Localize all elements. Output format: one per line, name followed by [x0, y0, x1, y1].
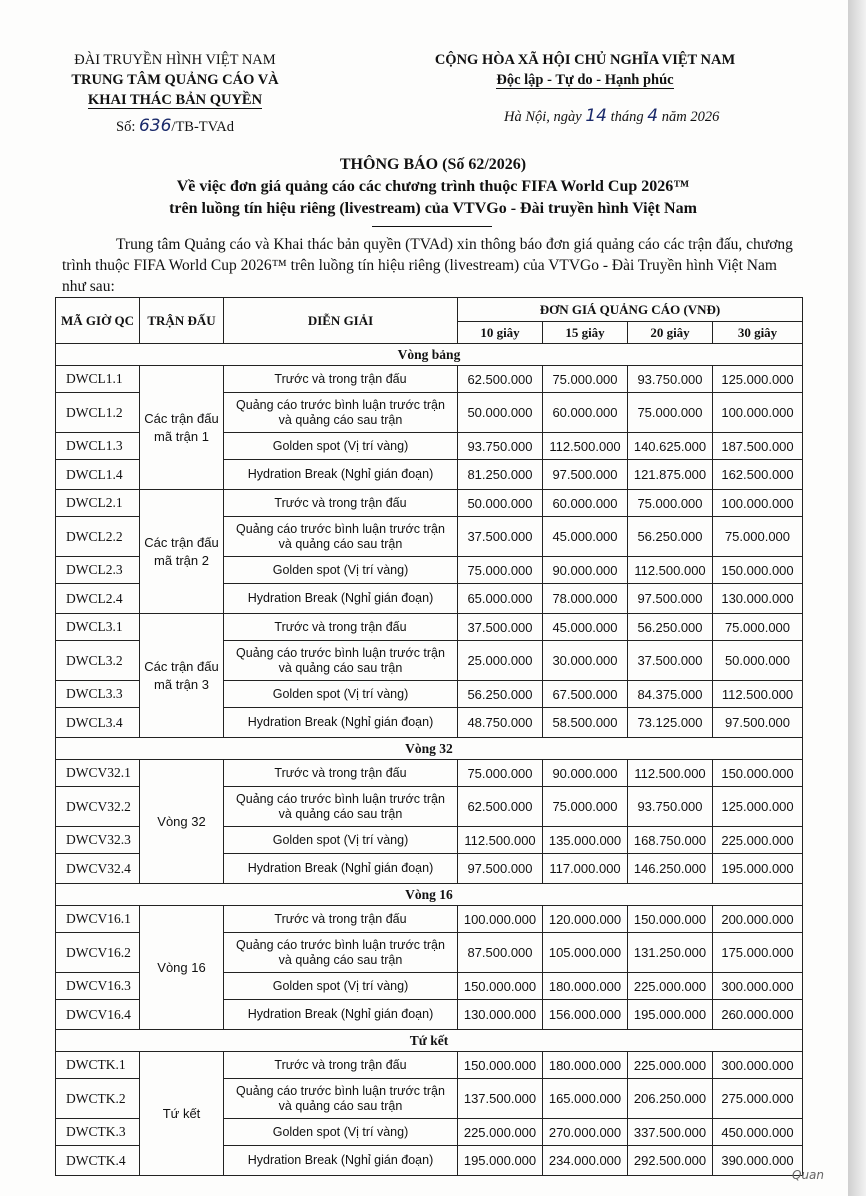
ad-code-cell: DWCV16.1 [56, 906, 140, 933]
table-row [56, 906, 803, 933]
ad-code-cell: DWCV16.2 [56, 933, 140, 973]
price-cell: 56.250.000 [628, 517, 713, 557]
price-cell: 450.000.000 [713, 1119, 803, 1146]
price-cell: 65.000.000 [458, 584, 543, 614]
ad-code-cell: DWCL2.3 [56, 557, 140, 584]
table-row [56, 1052, 803, 1079]
table-row [56, 760, 803, 787]
price-cell: 121.875.000 [628, 460, 713, 490]
price-cell: 112.500.000 [458, 827, 543, 854]
price-cell: 112.500.000 [628, 557, 713, 584]
ad-code-cell: DWCV16.4 [56, 1000, 140, 1030]
round-header: Tứ kết [56, 1030, 803, 1052]
issuer-org-line2: KHAI THÁC BẢN QUYỀN [87, 92, 263, 108]
description-cell: Trước và trong trận đấu [224, 490, 458, 517]
price-cell: 84.375.000 [628, 681, 713, 708]
price-cell: 56.250.000 [628, 614, 713, 641]
header-unit-price: ĐƠN GIÁ QUẢNG CÁO (VNĐ) [458, 298, 803, 322]
price-cell: 75.000.000 [543, 787, 628, 827]
price-cell: 60.000.000 [543, 393, 628, 433]
price-cell: 60.000.000 [543, 490, 628, 517]
price-cell: 140.625.000 [628, 433, 713, 460]
match-cell: Tứ kết [140, 1052, 224, 1176]
price-cell: 100.000.000 [458, 906, 543, 933]
price-cell: 58.500.000 [543, 708, 628, 738]
price-cell: 150.000.000 [458, 1052, 543, 1079]
match-cell: Các trận đấu mã trận 1 [140, 366, 224, 490]
description-cell: Hydration Break (Nghỉ gián đoạn) [224, 460, 458, 490]
description-cell: Trước và trong trận đấu [224, 614, 458, 641]
price-cell: 25.000.000 [458, 641, 543, 681]
price-cell: 135.000.000 [543, 827, 628, 854]
ad-code-cell: DWCV32.1 [56, 760, 140, 787]
issuer-org-line1: TRUNG TÂM QUẢNG CÁO VÀ [71, 72, 279, 88]
price-cell: 195.000.000 [458, 1146, 543, 1176]
price-cell: 300.000.000 [713, 1052, 803, 1079]
description-cell: Trước và trong trận đấu [224, 1052, 458, 1079]
price-cell: 187.500.000 [713, 433, 803, 460]
price-cell: 93.750.000 [628, 787, 713, 827]
header-duration: 15 giây [543, 322, 628, 344]
price-cell: 37.500.000 [458, 614, 543, 641]
description-cell: Golden spot (Vị trí vàng) [224, 557, 458, 584]
ad-code-cell: DWCV16.3 [56, 973, 140, 1000]
ad-code-cell: DWCTK.4 [56, 1146, 140, 1176]
price-cell: 120.000.000 [543, 906, 628, 933]
ad-code-cell: DWCL2.2 [56, 517, 140, 557]
price-cell: 50.000.000 [458, 490, 543, 517]
header-ad-code: MÃ GIỜ QC [56, 298, 140, 344]
price-cell: 337.500.000 [628, 1119, 713, 1146]
price-cell: 73.125.000 [628, 708, 713, 738]
description-cell: Quảng cáo trước bình luận trước trận và quảng cáo sau trận [224, 933, 458, 973]
page-edge-shadow [848, 0, 866, 1196]
price-cell: 168.750.000 [628, 827, 713, 854]
match-cell: Vòng 16 [140, 906, 224, 1030]
price-cell: 100.000.000 [713, 490, 803, 517]
header-description: DIỄN GIẢI [224, 298, 458, 344]
header-duration: 30 giây [713, 322, 803, 344]
price-table [55, 297, 803, 1176]
title-divider [372, 226, 492, 227]
price-cell: 150.000.000 [628, 906, 713, 933]
issuer-block [40, 50, 310, 137]
ad-code-cell: DWCTK.1 [56, 1052, 140, 1079]
description-cell: Quảng cáo trước bình luận trước trận và quảng cáo sau trận [224, 1079, 458, 1119]
match-cell: Các trận đấu mã trận 2 [140, 490, 224, 614]
price-cell: 125.000.000 [713, 787, 803, 827]
round-header: Vòng bảng [56, 344, 803, 366]
price-cell: 390.000.000 [713, 1146, 803, 1176]
ad-code-cell: DWCL2.4 [56, 584, 140, 614]
price-cell: 180.000.000 [543, 973, 628, 1000]
price-cell: 234.000.000 [543, 1146, 628, 1176]
description-cell: Golden spot (Vị trí vàng) [224, 827, 458, 854]
description-cell: Golden spot (Vị trí vàng) [224, 681, 458, 708]
description-cell: Trước và trong trận đấu [224, 760, 458, 787]
national-motto-block [420, 50, 750, 127]
price-cell: 146.250.000 [628, 854, 713, 884]
price-cell: 225.000.000 [628, 973, 713, 1000]
price-cell: 275.000.000 [713, 1079, 803, 1119]
price-cell: 90.000.000 [543, 760, 628, 787]
price-cell: 30.000.000 [543, 641, 628, 681]
national-motto: Độc lập - Tự do - Hạnh phúc [496, 72, 674, 88]
price-cell: 75.000.000 [458, 557, 543, 584]
table-row [56, 490, 803, 517]
price-cell: 195.000.000 [628, 1000, 713, 1030]
price-cell: 125.000.000 [713, 366, 803, 393]
table-row [56, 614, 803, 641]
description-cell: Trước và trong trận đấu [224, 366, 458, 393]
price-cell: 130.000.000 [458, 1000, 543, 1030]
round-header: Vòng 16 [56, 884, 803, 906]
description-cell: Hydration Break (Nghỉ gián đoạn) [224, 1146, 458, 1176]
ad-code-cell: DWCV32.4 [56, 854, 140, 884]
price-cell: 150.000.000 [713, 557, 803, 584]
price-cell: 225.000.000 [713, 827, 803, 854]
round-header: Vòng 32 [56, 738, 803, 760]
description-cell: Hydration Break (Nghỉ gián đoạn) [224, 1000, 458, 1030]
ad-code-cell: DWCV32.2 [56, 787, 140, 827]
description-cell: Quảng cáo trước bình luận trước trận và quảng cáo sau trận [224, 787, 458, 827]
price-cell: 93.750.000 [458, 433, 543, 460]
price-cell: 200.000.000 [713, 906, 803, 933]
ad-code-cell: DWCL3.3 [56, 681, 140, 708]
price-cell: 75.000.000 [458, 760, 543, 787]
price-cell: 75.000.000 [543, 366, 628, 393]
ad-code-cell: DWCTK.2 [56, 1079, 140, 1119]
price-cell: 150.000.000 [713, 760, 803, 787]
price-cell: 75.000.000 [713, 517, 803, 557]
price-cell: 37.500.000 [628, 641, 713, 681]
description-cell: Hydration Break (Nghỉ gián đoạn) [224, 708, 458, 738]
price-cell: 93.750.000 [628, 366, 713, 393]
price-cell: 50.000.000 [458, 393, 543, 433]
description-cell: Quảng cáo trước bình luận trước trận và quảng cáo sau trận [224, 393, 458, 433]
match-cell: Vòng 32 [140, 760, 224, 884]
national-title: CỘNG HÒA XÃ HỘI CHỦ NGHĨA VIỆT NAM [434, 52, 736, 68]
notice-title [100, 154, 766, 220]
description-cell: Hydration Break (Nghỉ gián đoạn) [224, 584, 458, 614]
price-cell: 105.000.000 [543, 933, 628, 973]
price-cell: 112.500.000 [628, 760, 713, 787]
description-cell: Quảng cáo trước bình luận trước trận và quảng cáo sau trận [224, 641, 458, 681]
price-cell: 225.000.000 [628, 1052, 713, 1079]
intro-paragraph: Trung tâm Quảng cáo và Khai thác bản quyền (TVAd) xin thông báo đơn giá quảng cáo các trận đấu, chương trình thuộc FIFA World Cup 2026™ trên luồng tín hiệu riêng (livestream) của VTVGo - Đài Truyền hình Việt Nam như sau: [62, 236, 793, 295]
price-cell: 131.250.000 [628, 933, 713, 973]
ad-code-cell: DWCV32.3 [56, 827, 140, 854]
price-cell: 75.000.000 [628, 490, 713, 517]
issue-date: Hà Nội, ngày 14 tháng 4 năm 2026 [504, 106, 720, 126]
price-cell: 97.500.000 [713, 708, 803, 738]
price-cell: 206.250.000 [628, 1079, 713, 1119]
description-cell: Quảng cáo trước bình luận trước trận và quảng cáo sau trận [224, 517, 458, 557]
ad-code-cell: DWCTK.3 [56, 1119, 140, 1146]
notice-subject-line2: trên luồng tín hiệu riêng (livestream) của VTVGo - Đài truyền hình Việt Nam [169, 200, 697, 217]
ad-code-cell: DWCL3.2 [56, 641, 140, 681]
price-cell: 130.000.000 [713, 584, 803, 614]
price-cell: 195.000.000 [713, 854, 803, 884]
price-cell: 75.000.000 [713, 614, 803, 641]
header-duration: 10 giây [458, 322, 543, 344]
header-duration: 20 giây [628, 322, 713, 344]
price-cell: 90.000.000 [543, 557, 628, 584]
ad-code-cell: DWCL1.3 [56, 433, 140, 460]
price-table-body [56, 344, 803, 1176]
page-initial: Quan [792, 1168, 825, 1182]
description-cell: Golden spot (Vị trí vàng) [224, 1119, 458, 1146]
price-cell: 56.250.000 [458, 681, 543, 708]
price-cell: 225.000.000 [458, 1119, 543, 1146]
description-cell: Trước và trong trận đấu [224, 906, 458, 933]
ad-code-cell: DWCL3.4 [56, 708, 140, 738]
issuer-parent-org: ĐÀI TRUYỀN HÌNH VIỆT NAM [74, 52, 276, 68]
ad-code-cell: DWCL1.1 [56, 366, 140, 393]
price-cell: 37.500.000 [458, 517, 543, 557]
price-cell: 300.000.000 [713, 973, 803, 1000]
ad-code-cell: DWCL1.4 [56, 460, 140, 490]
notice-heading: THÔNG BÁO (Số 62/2026) [339, 156, 527, 173]
price-cell: 81.250.000 [458, 460, 543, 490]
doc-number-handwritten: 636 [138, 116, 172, 136]
ad-code-cell: DWCL2.1 [56, 490, 140, 517]
price-cell: 50.000.000 [713, 641, 803, 681]
description-cell: Hydration Break (Nghỉ gián đoạn) [224, 854, 458, 884]
price-cell: 45.000.000 [543, 517, 628, 557]
price-cell: 45.000.000 [543, 614, 628, 641]
price-cell: 162.500.000 [713, 460, 803, 490]
price-cell: 165.000.000 [543, 1079, 628, 1119]
price-cell: 292.500.000 [628, 1146, 713, 1176]
price-cell: 97.500.000 [458, 854, 543, 884]
ad-code-cell: DWCL1.2 [56, 393, 140, 433]
header-match: TRẬN ĐẤU [140, 298, 224, 344]
price-cell: 100.000.000 [713, 393, 803, 433]
price-cell: 137.500.000 [458, 1079, 543, 1119]
price-cell: 87.500.000 [458, 933, 543, 973]
price-cell: 270.000.000 [543, 1119, 628, 1146]
description-cell: Golden spot (Vị trí vàng) [224, 433, 458, 460]
price-cell: 67.500.000 [543, 681, 628, 708]
price-cell: 62.500.000 [458, 787, 543, 827]
document-number: Số: 636/TB-TVAd [116, 116, 234, 136]
ad-code-cell: DWCL3.1 [56, 614, 140, 641]
table-row [56, 366, 803, 393]
price-cell: 117.000.000 [543, 854, 628, 884]
price-cell: 97.500.000 [628, 584, 713, 614]
price-cell: 78.000.000 [543, 584, 628, 614]
description-cell: Golden spot (Vị trí vàng) [224, 973, 458, 1000]
price-cell: 150.000.000 [458, 973, 543, 1000]
match-cell: Các trận đấu mã trận 3 [140, 614, 224, 738]
price-cell: 112.500.000 [713, 681, 803, 708]
price-cell: 112.500.000 [543, 433, 628, 460]
price-cell: 180.000.000 [543, 1052, 628, 1079]
price-cell: 75.000.000 [628, 393, 713, 433]
price-cell: 175.000.000 [713, 933, 803, 973]
price-cell: 97.500.000 [543, 460, 628, 490]
price-cell: 62.500.000 [458, 366, 543, 393]
price-cell: 260.000.000 [713, 1000, 803, 1030]
notice-subject-line1: Về việc đơn giá quảng cáo các chương trình thuộc FIFA World Cup 2026™ [176, 178, 690, 195]
price-cell: 48.750.000 [458, 708, 543, 738]
price-cell: 156.000.000 [543, 1000, 628, 1030]
